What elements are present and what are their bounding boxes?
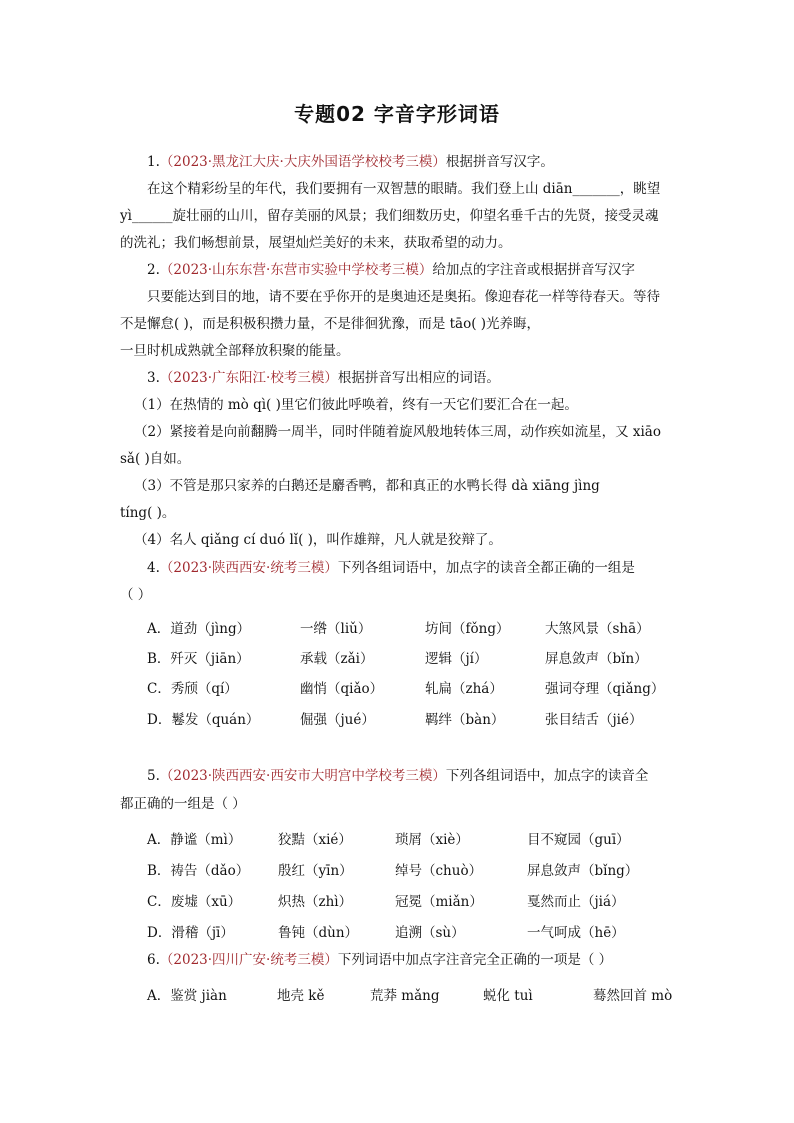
question-source: （2023·山东东营·东营市实验中学校考三模）: [159, 262, 433, 278]
q4-option-b-word-4: 屏息敛声（bǐn）: [545, 651, 648, 667]
q5-option-d-word-3: 追溯（sù）: [395, 925, 465, 941]
question-number: 6.: [147, 952, 160, 968]
q4-option-a-word-3: 坊间（fǒng）: [425, 621, 510, 637]
q5-option-b-word-2: 殷红（yīn）: [278, 863, 353, 879]
q4-option-c-word-4: 强词夺理（qiǎng）: [545, 681, 665, 697]
question-number: 2.: [147, 262, 160, 278]
q5-option-b-word-3: 绰号（chuò）: [395, 863, 483, 879]
q6-option-a-word-4: 蜕化 tuì: [483, 988, 533, 1004]
q4-option-b-word-3: 逻辑（jí）: [425, 651, 488, 667]
question-stem: 根据拼音写汉字。: [445, 154, 554, 170]
q5-option-d-word-4: 一气呵成（hē）: [527, 925, 625, 941]
question-1-header: [147, 153, 707, 171]
question-1-paragraph-line: 的洗礼；我们畅想前景，展望灿烂美好的未来，获取希望的动力。: [120, 235, 512, 251]
q4-option-d-word-3: 羁绊（bàn）: [425, 712, 505, 728]
question-number: 1.: [147, 154, 160, 170]
q4-option-b-word-2: 承载（zǎi）: [300, 651, 374, 667]
q6-option-a-word-2: 地壳 kě: [277, 988, 325, 1004]
q5-option-c-word-4: 戛然而止（jiá）: [527, 894, 625, 910]
q4-option-c-word-2: 幽悄（qiǎo）: [300, 681, 384, 697]
question-source: （2023·陕西西安·统考三模）: [159, 560, 338, 576]
question-source: （2023·陕西西安·西安市大明宫中学校考三模）: [159, 768, 446, 784]
q4-option-a-word-2: 一绺（liǔ）: [300, 621, 372, 637]
question-3-subitem-2: （2）紧接着是向前翻腾一周半，同时伴随着旋风般地转体三周，动作疾如流星，又 xiāo: [134, 424, 661, 440]
q4-option-c-word-1: C．秀颀（qí）: [147, 681, 238, 697]
question-stem: 给加点的字注音或根据拼音写汉字: [432, 262, 635, 278]
q5-option-a-word-2: 狡黠（xié）: [278, 832, 352, 848]
q5-option-b-word-1: B．祷告（dǎo）: [147, 863, 250, 879]
q6-option-a-word-1: A．鉴赏 jiàn: [147, 988, 227, 1004]
question-stem: 根据拼音写出相应的词语。: [337, 370, 500, 386]
q5-option-a-word-4: 目不窥园（guī）: [527, 832, 630, 848]
question-2-paragraph-line: 一旦时机成熟就全部释放积聚的能量。: [120, 343, 350, 359]
question-stem: 下列各组词语中，加点字的读音全: [445, 768, 649, 784]
q6-option-a-word-3: 荒莽 mǎng: [370, 988, 440, 1004]
q5-option-a-word-3: 琐屑（xiè）: [395, 832, 469, 848]
page-title: 专题02 字音字形词语: [294, 102, 500, 126]
question-5-stem-cont: 都正确的一组是（ ）: [120, 796, 246, 812]
question-number: 3.: [147, 370, 160, 386]
question-3-header: [147, 369, 707, 387]
question-3-subitem-3-cont: tíng( )。: [120, 505, 176, 521]
question-stem: 下列词语中加点字注音完全正确的一项是（ ）: [337, 952, 613, 968]
q5-option-c-word-3: 冠冕（miǎn）: [395, 894, 483, 910]
question-3-subitem-3: （3）不管是那只家养的白鹅还是麝香鸭，都和真正的水鸭长得 dà xiāng jìng: [134, 478, 600, 494]
question-2-paragraph-line: 只要能达到目的地，请不要在乎你开的是奥迪还是奥拓。像迎春花一样等待春天。等待: [147, 289, 660, 305]
q4-option-a-word-1: A．道劲（jìng）: [147, 621, 251, 637]
question-number: 4.: [147, 560, 160, 576]
question-3-subitem-1: （1）在热情的 mò qì( )里它们彼此呼唤着，终有一天它们要汇合在一起。: [134, 397, 578, 413]
question-3-subitem-2-cont: sǎ( )自如。: [120, 451, 191, 467]
question-6-header: [147, 951, 707, 969]
question-1-paragraph-line: 在这个精彩纷呈的年代，我们要拥有一双智慧的眼睛。我们登上山 diān_______，眺望: [147, 181, 661, 197]
q5-option-a-word-1: A．静谧（mì）: [147, 832, 242, 848]
question-1-paragraph-line: yì______旋壮丽的山川，留存美丽的风景；我们细数历史，仰望名垂千古的先贤，接受灵魂: [120, 208, 659, 224]
q5-option-d-word-1: D．滑稽（jī）: [147, 925, 234, 941]
q4-option-d-word-1: D．鬈发（quán）: [147, 712, 260, 728]
question-2-header: [147, 261, 707, 279]
q5-option-d-word-2: 鲁钝（dùn）: [278, 925, 359, 941]
q5-option-c-word-1: C．废墟（xū）: [147, 894, 242, 910]
question-3-subitem-4: （4）名人 qiǎng cí duó lǐ( )，叫作雄辩，凡人就是狡辩了。: [134, 532, 502, 548]
q4-option-d-word-2: 倔强（jué）: [300, 712, 375, 728]
question-5-header: [147, 767, 707, 785]
question-source: （2023·黑龙江大庆·大庆外国语学校校考三模）: [159, 154, 446, 170]
question-source: （2023·广东阳江·校考三模）: [159, 370, 338, 386]
q4-option-d-word-4: 张目结舌（jié）: [545, 712, 643, 728]
q5-option-c-word-2: 炽热（zhì）: [278, 894, 353, 910]
question-stem: 下列各组词语中，加点字的读音全都正确的一组是: [337, 560, 635, 576]
question-number: 5.: [147, 768, 160, 784]
q4-option-b-word-1: B．歼灭（jiān）: [147, 651, 250, 667]
question-2-paragraph-line: 不是懈怠( )，而是积极积攒力量，不是徘徊犹豫，而是 tāo( )光养晦，: [120, 316, 541, 332]
question-source: （2023·四川广安·统考三模）: [159, 952, 338, 968]
q4-option-c-word-3: 轧扁（zhá）: [425, 681, 503, 697]
question-4-header: [147, 559, 707, 577]
q6-option-a-word-5: 蓦然回首 mò: [593, 988, 673, 1004]
q4-option-a-word-4: 大煞风景（shā）: [545, 621, 650, 637]
question-4-answer-paren: （ ）: [120, 587, 152, 603]
q5-option-b-word-4: 屏息敛声（bǐng）: [527, 863, 639, 879]
